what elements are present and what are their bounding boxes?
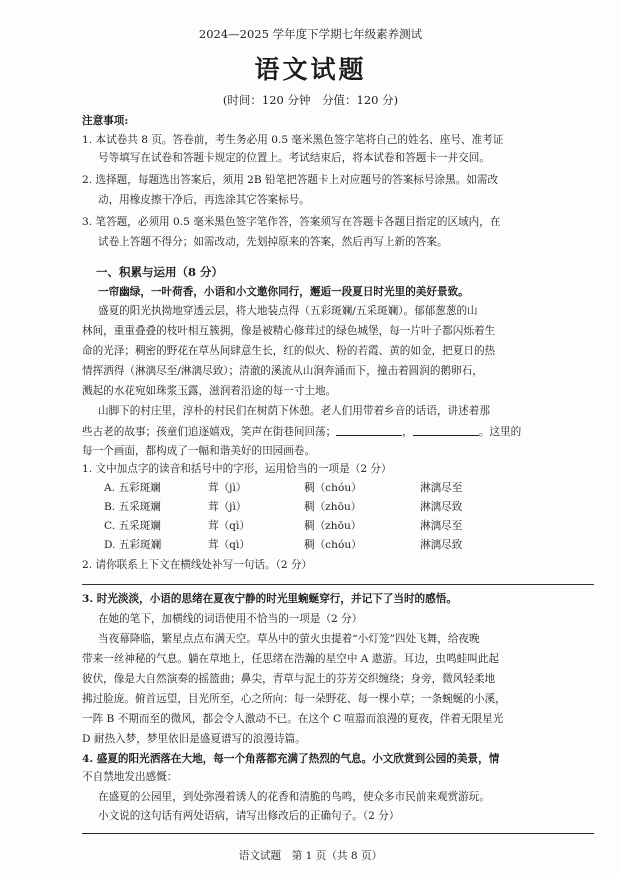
fill-blank[interactable]	[336, 424, 402, 436]
question-4-quote: 在盛夏的公园里，到处弥漫着诱人的花香和清脆的鸟鸣，使众多市民前来观赏游玩。	[98, 791, 490, 803]
q3-text-line: 一阵 B 不期而至的微风，都会令人激动不已。在这个 C 喧嚣而浪漫的夏夜，伴着无限星光	[82, 713, 504, 725]
q3-text-line: 带来一丝神秘的气息。躺在草地上，任思绪在浩瀚的星空中 A 遨游。耳边，虫鸣蛙叫此起	[82, 653, 499, 665]
notice-line: 动，用橡皮擦干净后，再选涂其它答案标号。	[98, 194, 310, 206]
question-1-option-a[interactable]: A. 五彩斑斓 茸（jì） 稠（chóu） 淋漓尽至	[104, 482, 463, 494]
question-1-option-d[interactable]: D. 五彩斑斓 茸（qì） 稠（chóu） 淋漓尽致	[104, 539, 463, 551]
passage-line: 命的光泽；稠密的野花在草丛间肆意生长，红的似火、粉的若霞、黄的如金，把夏日的热	[82, 345, 496, 357]
passage-line: 林间，重重叠叠的枝叶相互簇拥，像是被精心修茸过的绿色城堡，每一片叶子都闪烁着生	[82, 325, 496, 337]
question-2-stem: 2. 请你联系上下文在横线处补写一句话。（2 分）	[82, 559, 313, 571]
q3-text-line: 彼伏，像是大自然演奏的摇篮曲；鼻尖，青草与泥土的芬芳交织缠绕；身旁，微风轻柔地	[82, 673, 496, 685]
question-1-option-c[interactable]: C. 五采斑斓 茸（qì） 稠（zhōu） 淋漓尽至	[104, 520, 463, 532]
section-intro: 一帘幽绿，一叶荷香，小语和小文邀你同行，邂逅一段夏日时光里的美好景致。	[98, 286, 469, 298]
passage-line-with-blanks: 些古老的故事；孩童们追逐嬉戏，笑声在街巷间回荡； ， 。这里的	[82, 426, 522, 438]
q3-text-line: D 耐热入梦，梦里依旧是盛夏谱写的浪漫诗篇。	[82, 733, 306, 745]
passage-line: 每一个画面，都构成了一幅和谐美好的田园画卷。	[82, 445, 316, 457]
fill-blank[interactable]	[413, 424, 479, 436]
question-3-stem: 在她的笔下，加横线的词语使用不恰当的一项是（2 分）	[98, 613, 363, 625]
passage-line: 情挥洒得（淋漓尽至/淋漓尽致）；清澈的溪流从山涧奔涌而下，撞击着圆润的鹅卵石，	[82, 365, 483, 377]
notice-line: 3. 笔答题，必须用 0.5 毫米黑色签字笔作答，答案须写在答题卡各题目指定的区域内，在	[82, 216, 501, 228]
passage-line: 山脚下的村庄里，淳朴的村民们在树荫下休憩。老人们用带着乡音的话语，讲述着那	[98, 405, 490, 417]
question-1-option-b[interactable]: B. 五采斑斓 茸（jì） 稠（zhōu） 淋漓尽致	[104, 501, 463, 513]
q3-text-line: 拂过脸庞。俯首远望，目光所至，心之所向：每一朵野花、每一棵小草；一条蜿蜒的小溪，	[82, 693, 506, 705]
passage-text: 些古老的故事；孩童们追逐嬉戏，笑声在街巷间回荡；	[82, 426, 337, 438]
passage-text: 。这里的	[478, 426, 522, 438]
q3-text-line: 当夜幕降临，繁星点点布满天空。草丛中的萤火虫提着“小灯笼”四处飞舞，给夜晚	[98, 633, 480, 645]
notice-line: 试卷上答题不得分；如需改动，先划掉原来的答案，然后再写上新的答案。	[98, 236, 448, 248]
exam-time-info: (时间：120 分钟 分值：120 分)	[222, 93, 399, 107]
answer-line[interactable]	[82, 833, 594, 834]
question-4-intro: 不自禁地发出感慨：	[82, 771, 178, 783]
notice-line: 号等填写在试卷和答题卡规定的位置上。考试结束后，将本试卷和答题卡一并交回。	[98, 152, 490, 164]
passage-line: 溅起的水花宛如珠浆玉露，滋润着沿途的每一寸土地。	[82, 385, 337, 397]
notice-line: 2. 选择题，每题选出答案后，须用 2B 铅笔把答题卡上对应题号的答案标号涂黑。如需改	[82, 174, 499, 186]
question-4-intro: 4. 盛夏的阳光洒落在大地，每一个角落都充满了热烈的气息。小文欣赏到公园的美景，情	[82, 753, 500, 765]
answer-line[interactable]	[82, 584, 594, 585]
exam-title: 语文试题	[254, 55, 367, 84]
question-1-stem: 1. 文中加点字的读音和括号中的字形，运用恰当的一项是（2 分）	[82, 463, 392, 475]
passage-line: 盛夏的阳光执拗地穿透云层，将大地装点得（五彩斑斓/五采斑斓）。郁郁葱葱的山	[98, 305, 478, 317]
section-title: 一、积累与运用（8 分）	[96, 265, 224, 279]
question-4-stem: 小文说的这句话有两处语病，请写出修改后的正确句子。（2 分）	[98, 810, 400, 822]
notice-heading: 注意事项:	[82, 115, 129, 127]
page-footer: 语文试题 第 1 页（共 8 页）	[238, 850, 383, 862]
notice-line: 1. 本试卷共 8 页。答卷前，考生务必用 0.5 毫米黑色签字笔将自己的姓名、座号、准考证	[82, 134, 504, 146]
question-3-intro: 3. 时光淡淡，小语的思绪在夏夜宁静的时光里蜿蜒穿行，并记下了当时的感悟。	[82, 593, 457, 605]
exam-subtitle: 2024—2025 学年度下学期七年级素养测试	[198, 27, 423, 41]
